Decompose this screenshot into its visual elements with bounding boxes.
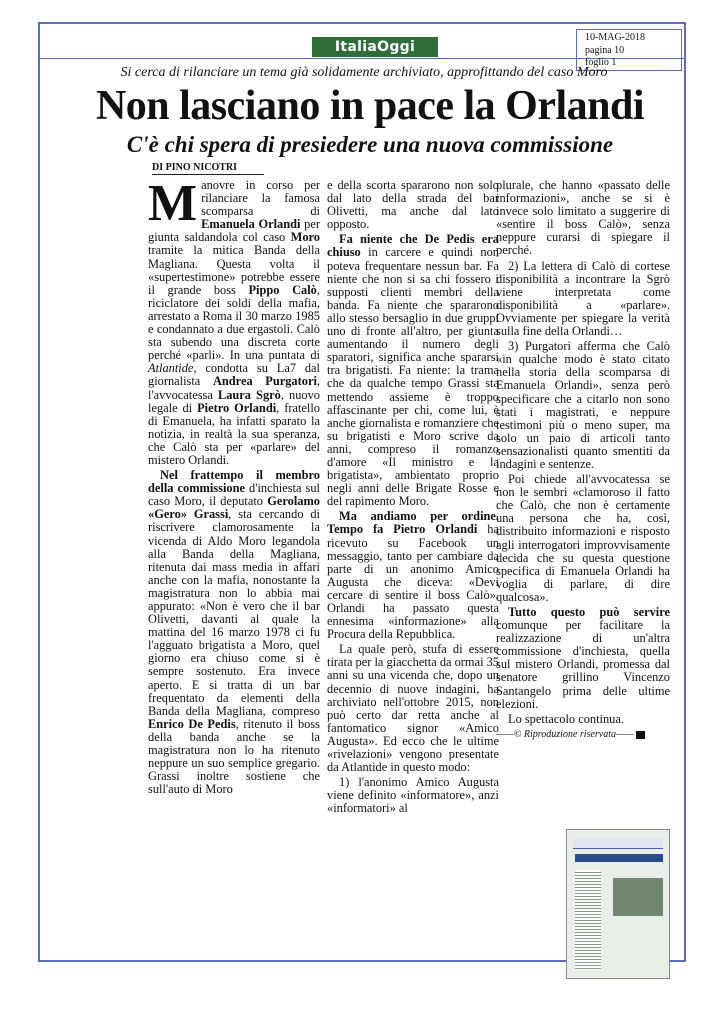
paragraph: Nel frattempo il membro della commissione d'inchiesta sul caso Moro, il deputato Gerolamo «Gero» Grassi, sta cercando di riscrivere clamorosamente la vicenda di Aldo Moro legandola alla Banda della Magliana, ritenuta dai mass media in affari anche con la mafia, nonostante la magistratura non lo abbia mai appurato: «Non è vero che il bar Olivetti, davanti al quale la mattina del 16 marzo 1978 ci fu l'agguato brigatista a Moro, quel giorno era chiuso come si è sempre sostenuto. Era invece aperto. E si tratta di un bar frequentato da elementi della Banda della Magliana, compreso Enrico De Pedis, ritenuto il boss della banda anche se la magistratura non lo ha ritenuto neppure un suo semplice gregario. Grassi inoltre sostiene che sull'auto di Moro (148, 468, 321, 797)
page-frame (38, 22, 686, 962)
paragraph: Lo spettacolo continua. (508, 711, 624, 726)
article-byline: DI PINO NICOTRI (152, 162, 264, 175)
paragraph: Poi chiede all'avvocatessa se non le sembri «clamoroso il fatto che Calò, che non è certamente una persona che ha, così, distribuito informazioni e risposto agli interrogatori improvvisamente decida che su questa questione specifica di Emanuela Orlandi ha voglia di parlare, di dire qualcosa». (496, 472, 670, 604)
paragraph: e della scorta spararono non solo dal lato della strada del bar Olivetti, ma anche dal lato opposto. (327, 178, 499, 232)
paragraph: 3) Purgatori afferma che Calò «in qualche modo è stato citato nella storia della scomparsa di Emanuela Orlandi», senza però specificare che a citarlo non sono stati i magistrati, e neppure testimoni più o meno super, ma solo un paio di articoli tanto sensazionalisti quanto smentiti da indagini e sentenze. (496, 339, 670, 471)
newspaper-logo: ItaliaOggi (312, 37, 438, 57)
sheet-number: foglio 1 (585, 57, 617, 68)
paragraph: 1) l'anonimo Amico Augusta viene definito «informatore», anzi «informatori» al (327, 775, 499, 816)
thumbnail-image (613, 878, 663, 916)
page-number: pagina 10 (585, 44, 625, 56)
page-thumbnail (566, 829, 670, 979)
thumbnail-text-column (575, 870, 601, 970)
article-column-3 (496, 179, 670, 743)
date-text: 10-MAG-2018 (585, 32, 645, 43)
paragraph: Fa niente che De Pedis era chiuso in carcere e quindi non poteva frequentare nessun bar. Fa niente che non si sa chi fossero i supposti clienti membri della banda. Fa niente che spararono allo stesso bersaglio in due gruppi uno di fronte all'altro, per giunta aumentando il numero degli sparatori, significa anche spararsi tra brigatisti. Fa niente: la trama che da qualche tempo Grassi sta mettendo assieme è troppo affascinante per chi, come lui, è anche giornalista e romanziere che su brigatisti e Moro scrive da anni, compreso il romanzo d'amore «Il ministro e la brigatista», ambientato proprio negli anni delle Brigate Rosse e del rapimento Moro. (327, 232, 499, 509)
paragraph: 2) La lettera di Calò di cortese disponibilità a incontrare la Sgrò viene interpretata come disponibilità a «parlare». Ovviamente per spiegare la verità sulla fine della Orlandi… (496, 258, 670, 339)
thumbnail-gutter (605, 870, 611, 970)
article-column-1 (148, 175, 321, 798)
paragraph: Tutto questo può servire comunque per facilitare la realizzazione di un'altra commissione d'inchiesta, quella sul mistero Orlandi, promessa dal senatore grillino Vincenzo Santangelo prima delle ultime elezioni. (496, 605, 670, 711)
paragraph: Manovre in corso per rilanciare la famosa scomparsa di Emanuela Orlandi per giunta saldandola col caso Moro tramite la mitica Banda della Magliana. Questa volta il «supertestimone» potrebbe essere il grande boss Pippo Calò, riciclatore dei soldi della mafia, arrestato a Roma il 30 marzo 1985 e condannato a due ergastoli. Calò sta subendo una discreta corte perché «parli». In una puntata di Atlantide, condotta su La7 dal giornalista Andrea Purgatori, l'avvocatessa Laura Sgrò, nuovo legale di Pietro Orlandi, fratello di Emanuela, ha infatti sparato la notizia, in realtà la sua speranza, che Calò sta per «parlare» del mistero Orlandi. (148, 175, 320, 467)
thumbnail-header (573, 838, 663, 849)
article-headline: Non lasciano in pace la Orlandi (95, 83, 645, 129)
copyright-notice: ——© Riproduzione riservata—— (496, 728, 670, 741)
article-column-2 (327, 179, 499, 818)
paragraph: La quale però, stufa di essere tirata per la giacchetta da ormai 35 anni su una vicenda che, dopo un decennio di nuove indagini, ha archiviato nell'ottobre 2015, non può certo dar retta anche al fantomatico signor «Amico Augusta». Ed ecco che le ultime «rivelazioni» vengono presentate da Atlantide in questo modo: (327, 642, 500, 775)
thumbnail-headline (575, 854, 663, 862)
article-subheadline: C'è chi spera di presiedere una nuova commissione (126, 132, 614, 157)
end-mark (636, 731, 645, 739)
article-kicker: Si cerca di rilanciare un tema già solidamente archiviato, approfittando del caso Moro (120, 65, 608, 80)
paragraph: plurale, che hanno «passato delle informazioni», anche se si è invece solo limitato a suggerire di «sentire il boss Calò», senza neppure curarsi di spiegare il perché. (496, 178, 670, 258)
drop-cap: M (148, 175, 198, 232)
paragraph: Ma andiamo per ordine. Tempo fa Pietro Orlandi ha ricevuto su Facebook un messaggio, tanto per cambiare da parte di un anonimo Amico Augusta che diceva: «Devi cercare di sentire il boss Calò». Orlandi ha passato questa ennesima «informazione» alla Procura della Repubblica. (327, 509, 499, 642)
